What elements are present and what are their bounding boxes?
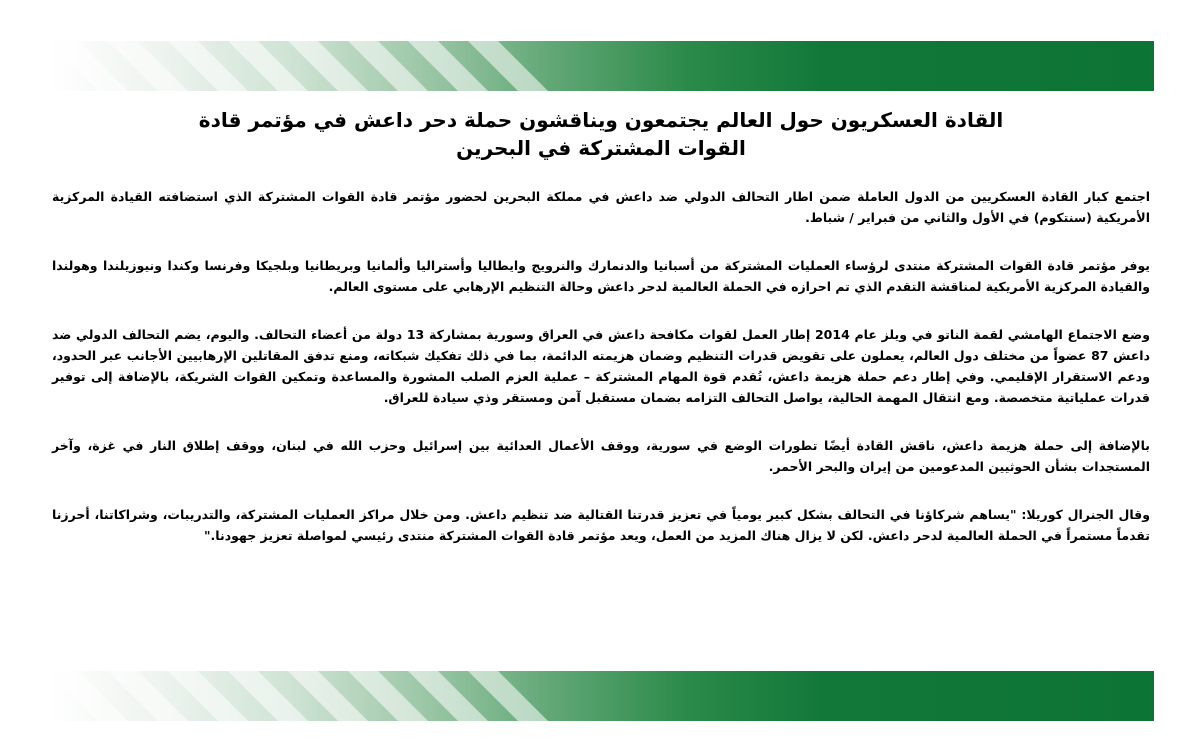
paragraph: وضع الاجتماع الهامشي لقمة الناتو في ويلز عام 2014 إطار العمل لقوات مكافحة داعش في العراق وسورية بمشاركة 13 دولة من أعضاء التحالف. واليوم، يضم التحالف الدولي ضد داعش 87 عضواً من مختلف دول العالم، يعملون على تقويض قدرات التنظيم وضمان هزيمته الدائمة، بما في ذلك تفكيك شبكاته، ومنع تدفق المقاتلين الإرهابيين الأجانب عبر الحدود، ودعم الاستقرار الإقليمي. وفي إطار دعم حملة هزيمة داعش، تُقدم قوة المهام المشتركة – عملية العزم الصلب المشورة والمساعدة وتمكين القوات الشريكة، بالإضافة إلى توفير قدرات عملياتية متخصصة. ومع انتقال المهمة الحالية، يواصل التحالف التزامه بضمان مستقبل آمن ومستقر وذي سيادة للعراق. (52, 327, 1150, 405)
document-title: القادة العسكريون حول العالم يجتمعون ويناقشون حملة دحر داعش في مؤتمر قادة القوات المشتركة في البحرين (198, 108, 1004, 160)
paragraph: يوفر مؤتمر قادة القوات المشتركة منتدى لرؤساء العمليات المشتركة من أسبانيا والدنمارك والنرويج وايطاليا وأستراليا وألمانيا وبريطانيا وبلجيكا وفرنسا وكندا ونيوزيلندا وهولندا والقيادة المركزية الأمريكية لمناقشة التقدم الذي تم احرازه في الحملة العالمية لدحر داعش وحالة التنظيم الإرهابي على مستوى العالم. (52, 258, 1150, 294)
footer-banner (48, 671, 1154, 721)
paragraph: بالإضافة إلى حملة هزيمة داعش، ناقش القادة أيضًا تطورات الوضع في سورية، ووقف الأعمال العدائية بين إسرائيل وحزب الله في لبنان، ووقف إطلاق النار في غزة، وآخر المستجدات بشأن الحوثيين المدعومين من إيران والبحر الأحمر. (52, 438, 1150, 474)
header-stripes (48, 41, 1154, 91)
header-banner (48, 41, 1154, 91)
paragraph: اجتمع كبار القادة العسكريين من الدول العاملة ضمن اطار التحالف الدولي ضد داعش في مملكة البحرين لحضور مؤتمر قادة القوات المشتركة الذي استضافته القيادة المركزية الأمريكية (سنتكوم) في الأول والثاني من فبراير / شباط. (52, 189, 1150, 225)
paragraph: وقال الجنرال كوريلا: "يساهم شركاؤنا في التحالف بشكل كبير يومياً في تعزيز قدرتنا القتالية ضد تنظيم داعش. ومن خلال مراكز العمليات المشتركة، والتدريبات، وشراكاتنا، أحرزنا تقدماً مستمراً في الحملة العالمية لدحر داعش. لكن لا يزال هناك المزيد من العمل، ويعد مؤتمر قادة القوات المشتركة منتدى رئيسي لمواصلة تعزيز جهودنا." (52, 507, 1150, 543)
document-body (48, 106, 1154, 546)
footer-stripes (48, 671, 1154, 721)
